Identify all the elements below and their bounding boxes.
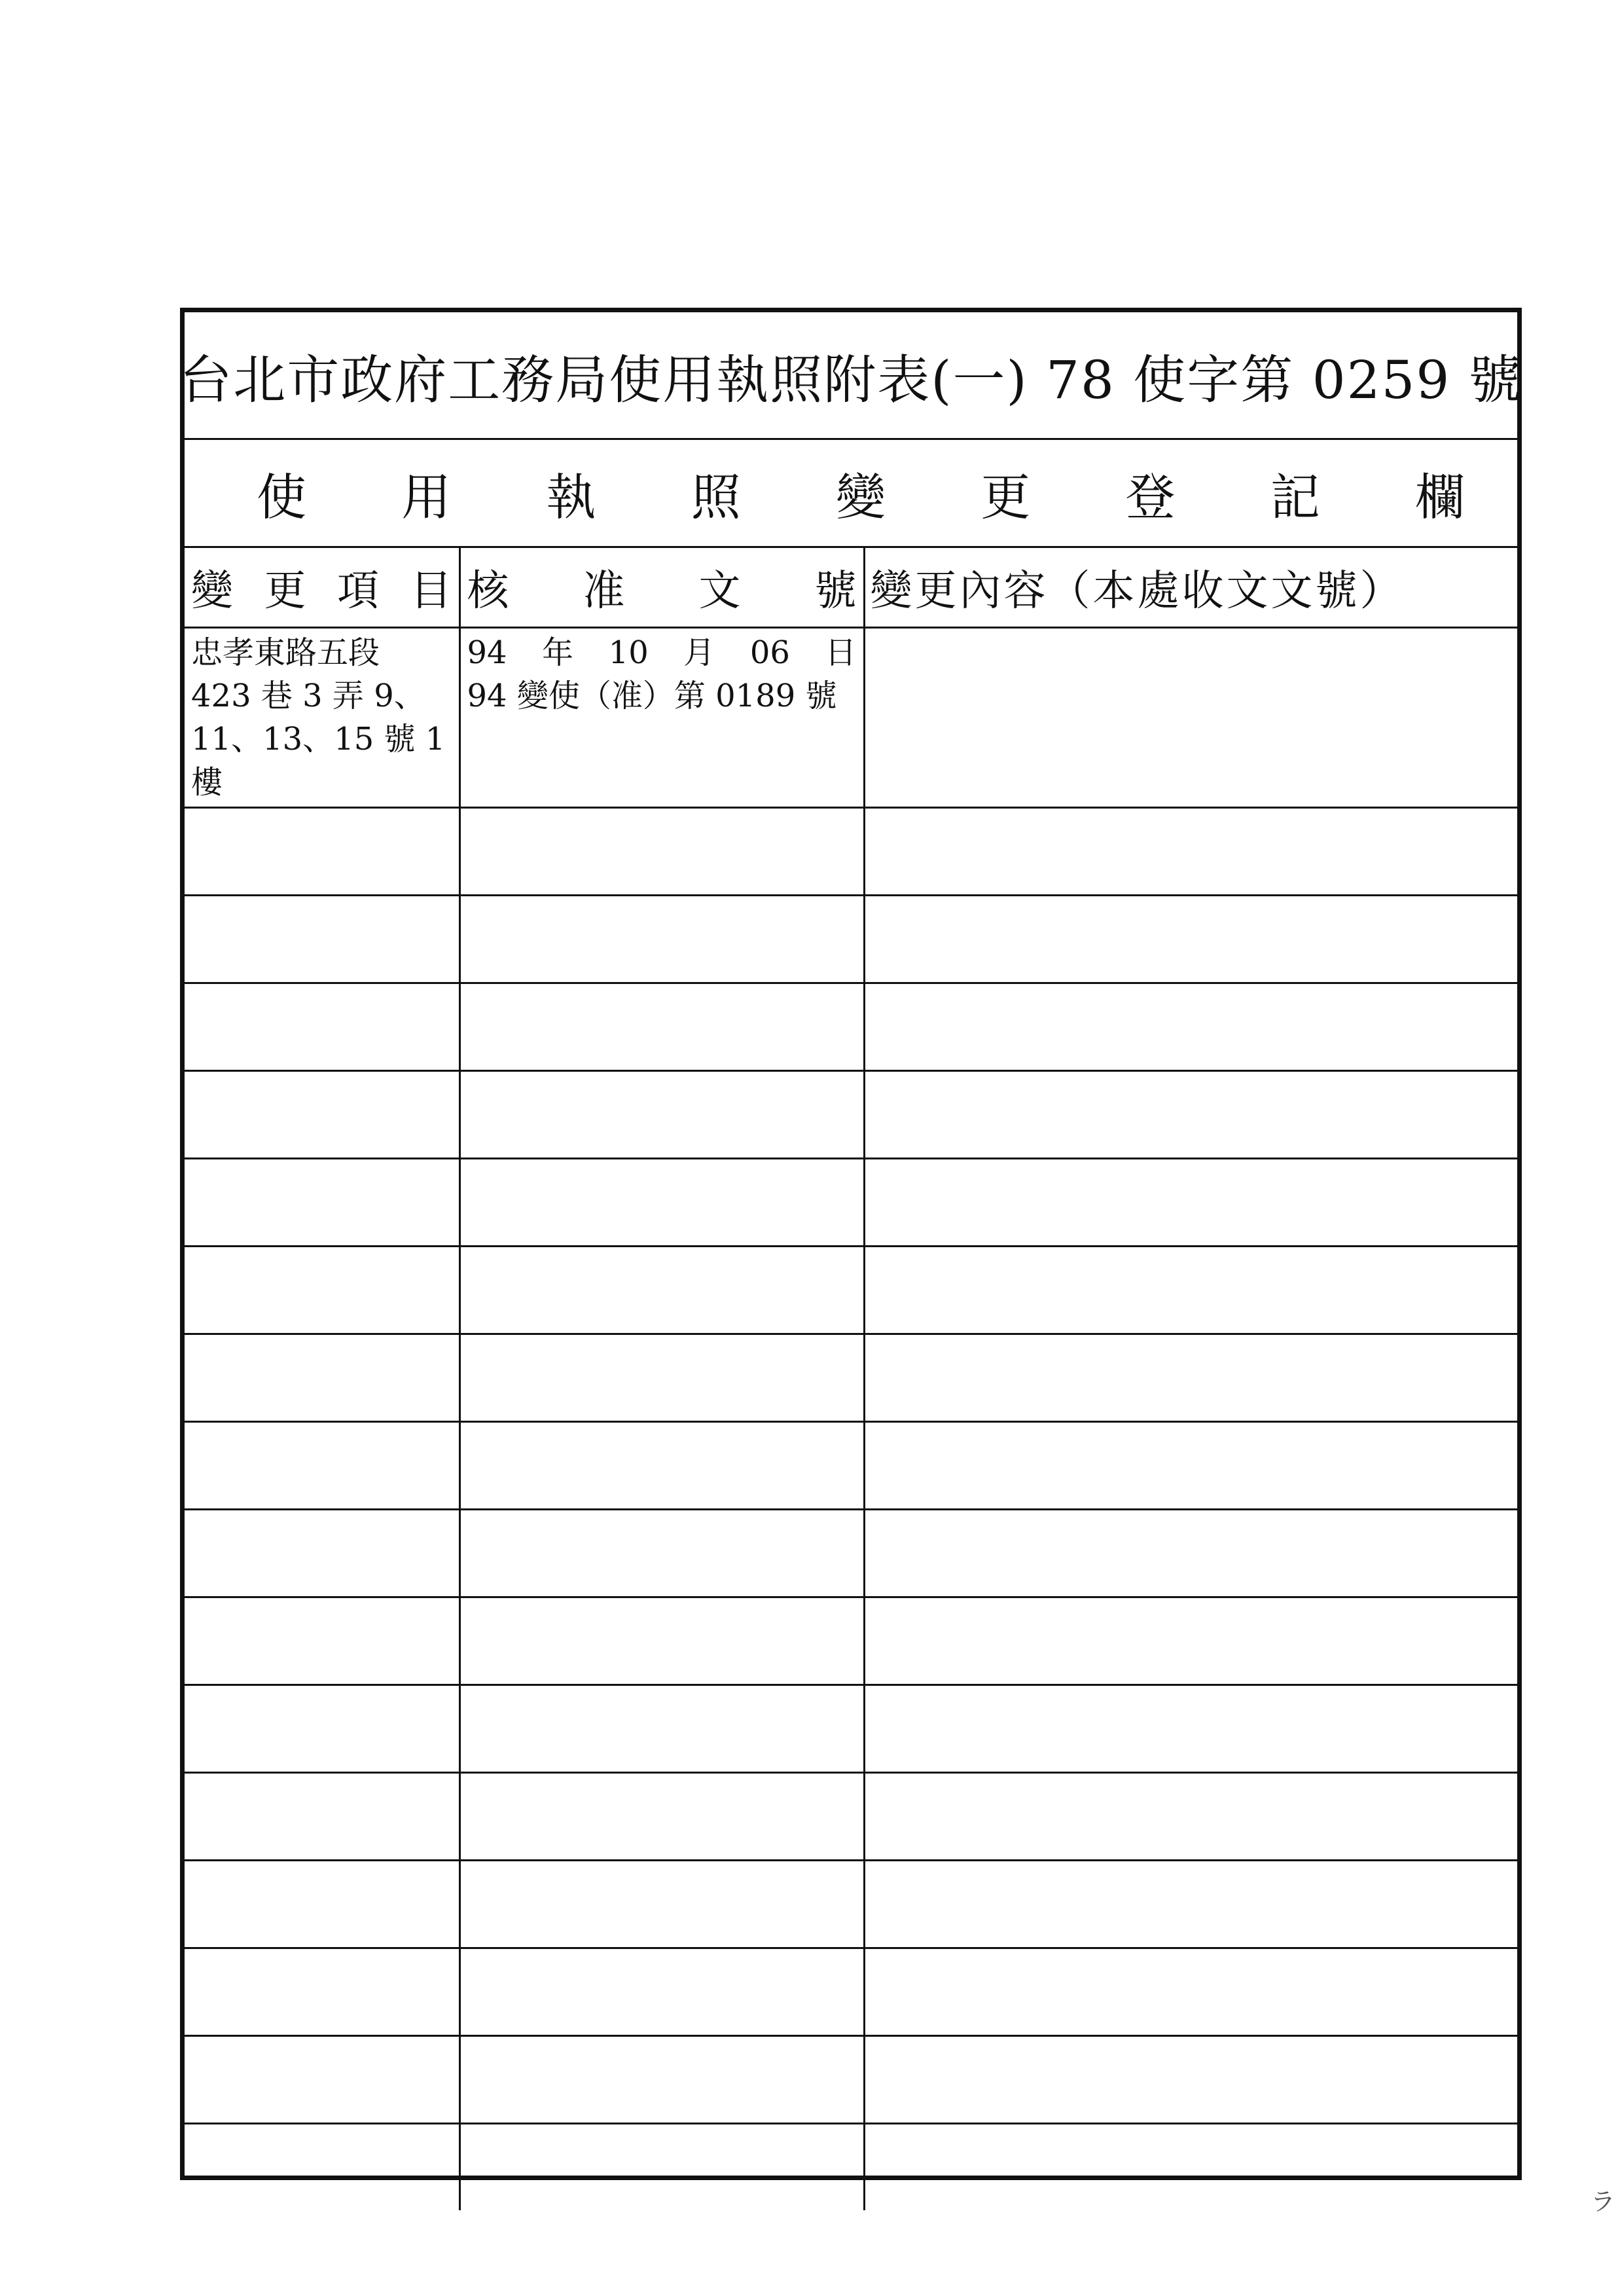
cell-change-item (185, 808, 459, 896)
cell-change-content (864, 1597, 1517, 1685)
cell-approval-number (459, 1422, 864, 1510)
cell-change-item (185, 1685, 459, 1773)
form-subtitle (185, 440, 1517, 548)
table-header-row (185, 548, 1517, 628)
table-row (185, 628, 1517, 808)
cell-change-item (185, 1510, 459, 1597)
cell-approval-number (459, 1861, 864, 1948)
margin-mark: ラ (1590, 2187, 1615, 2216)
cell-change-content (864, 1247, 1517, 1334)
table-row (185, 1948, 1517, 2036)
table-row (185, 1071, 1517, 1159)
subtitle-char: 變 (836, 467, 886, 526)
cell-change-item (185, 1773, 459, 1861)
cell-change-item (185, 1861, 459, 1948)
header-approval-number: 核 准 文 號 (459, 548, 864, 628)
subtitle-char: 執 (546, 467, 596, 526)
cell-change-content (864, 2036, 1517, 2124)
table-row (185, 1861, 1517, 1948)
table-row (185, 2036, 1517, 2124)
cell-change-content (864, 1159, 1517, 1247)
cell-change-content (864, 896, 1517, 983)
table-row (185, 2124, 1517, 2211)
cell-change-content (864, 1685, 1517, 1773)
cell-change-item (185, 896, 459, 983)
cell-change-content (864, 1948, 1517, 2036)
form-title-text: 台北市政府工務局使用執照附表(一) 78 使字第 0259 號 (179, 349, 1522, 410)
cell-approval-number (459, 1685, 864, 1773)
cell-change-content (864, 1422, 1517, 1510)
subtitle-char: 使 (257, 467, 306, 526)
item-line: 423 巷 3 弄 9、 (191, 678, 425, 714)
cell-change-item (185, 2124, 459, 2211)
subtitle-char: 記 (1270, 467, 1320, 526)
cell-approval-number (459, 1510, 864, 1597)
cell-approval-number (459, 1773, 864, 1861)
table-row (185, 1685, 1517, 1773)
cell-change-content (864, 628, 1517, 808)
cell-approval-number (459, 808, 864, 896)
cell-change-content (864, 1510, 1517, 1597)
item-line: 11、13、15 號 1 (191, 721, 446, 757)
cell-change-content (864, 2124, 1517, 2211)
cell-change-content (864, 1773, 1517, 1861)
cell-approval-number (459, 1071, 864, 1159)
cell-change-item (185, 1159, 459, 1247)
change-record-table (185, 548, 1517, 2210)
cell-approval-number (459, 983, 864, 1071)
item-line: 樓 (191, 764, 223, 801)
cell-change-item (185, 1071, 459, 1159)
cell-approval-number (459, 1334, 864, 1422)
table-row (185, 1247, 1517, 1334)
table-row (185, 983, 1517, 1071)
subtitle-char: 欄 (1415, 467, 1465, 526)
approval-date: 94 年 10 月 06 日 (467, 634, 857, 671)
cell-change-item (185, 1422, 459, 1510)
cell-change-item (185, 1597, 459, 1685)
cell-change-item (185, 628, 459, 808)
table-row (185, 1159, 1517, 1247)
item-line: 忠孝東路五段 (191, 634, 380, 671)
cell-approval-number (459, 896, 864, 983)
cell-approval-number (459, 1948, 864, 2036)
cell-approval-number (459, 628, 864, 808)
table-row (185, 896, 1517, 983)
header-change-content: 變更內容（本處收文文號） (864, 548, 1517, 628)
subtitle-char: 用 (401, 467, 452, 526)
subtitle-char: 更 (980, 467, 1031, 526)
cell-approval-number (459, 1159, 864, 1247)
cell-change-item (185, 1334, 459, 1422)
cell-approval-number (459, 2124, 864, 2211)
subtitle-char: 登 (1125, 467, 1176, 526)
header-change-item: 變 更 項 目 (185, 548, 459, 628)
table-row (185, 1422, 1517, 1510)
cell-change-item (185, 983, 459, 1071)
table-row (185, 1510, 1517, 1597)
subtitle-char: 照 (691, 467, 741, 526)
table-row (185, 1334, 1517, 1422)
cell-change-item (185, 2036, 459, 2124)
cell-change-content (864, 808, 1517, 896)
license-change-form (180, 308, 1522, 2180)
cell-approval-number (459, 2036, 864, 2124)
table-row (185, 808, 1517, 896)
approval-number-text: 94 變使（准）第 0189 號 (467, 678, 837, 714)
cell-approval-number (459, 1247, 864, 1334)
cell-change-item (185, 1948, 459, 2036)
cell-change-content (864, 1861, 1517, 1948)
cell-change-content (864, 1071, 1517, 1159)
cell-change-item (185, 1247, 459, 1334)
table-row (185, 1597, 1517, 1685)
cell-approval-number (459, 1597, 864, 1685)
cell-change-content (864, 1334, 1517, 1422)
table-row (185, 1773, 1517, 1861)
form-title (179, 312, 1522, 440)
cell-change-content (864, 983, 1517, 1071)
